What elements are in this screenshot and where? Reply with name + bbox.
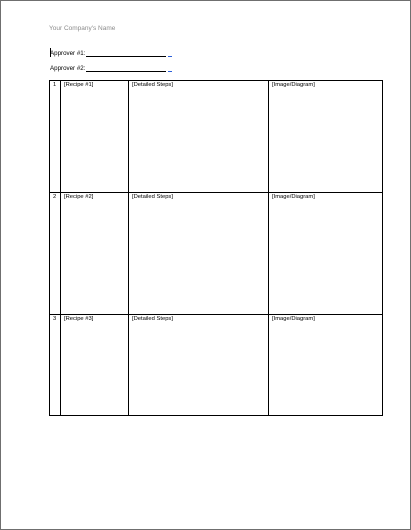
approver-2-field[interactable]: [50, 65, 172, 72]
table-row: [50, 193, 383, 315]
row-number: 2: [50, 193, 61, 315]
steps-cell[interactable]: [Detailed Steps]: [129, 193, 269, 315]
approver-1-link-marker: [168, 50, 172, 57]
steps-cell[interactable]: [Detailed Steps]: [129, 315, 269, 416]
approver-1-label: Approver #1:: [50, 50, 86, 57]
image-cell[interactable]: [Image/Diagram]: [269, 193, 383, 315]
approver-2-label: Approver #2:: [50, 65, 86, 72]
recipe-cell[interactable]: [Recipe #1]: [61, 81, 129, 193]
table-row: [50, 315, 383, 416]
steps-cell[interactable]: [Detailed Steps]: [129, 81, 269, 193]
recipe-cell[interactable]: [Recipe #2]: [61, 193, 129, 315]
image-cell[interactable]: [Image/Diagram]: [269, 315, 383, 416]
approver-1-signature-line[interactable]: [86, 50, 166, 57]
row-number: 1: [50, 81, 61, 193]
recipe-table: [49, 80, 383, 416]
recipe-cell[interactable]: [Recipe #3]: [61, 315, 129, 416]
approver-1-field[interactable]: [50, 50, 172, 57]
approver-2-link-marker: [168, 65, 172, 72]
table-row: [50, 81, 383, 193]
company-name[interactable]: Your Company's Name: [49, 25, 116, 32]
approver-2-signature-line[interactable]: [86, 65, 166, 72]
row-number: 3: [50, 315, 61, 416]
image-cell[interactable]: [Image/Diagram]: [269, 81, 383, 193]
